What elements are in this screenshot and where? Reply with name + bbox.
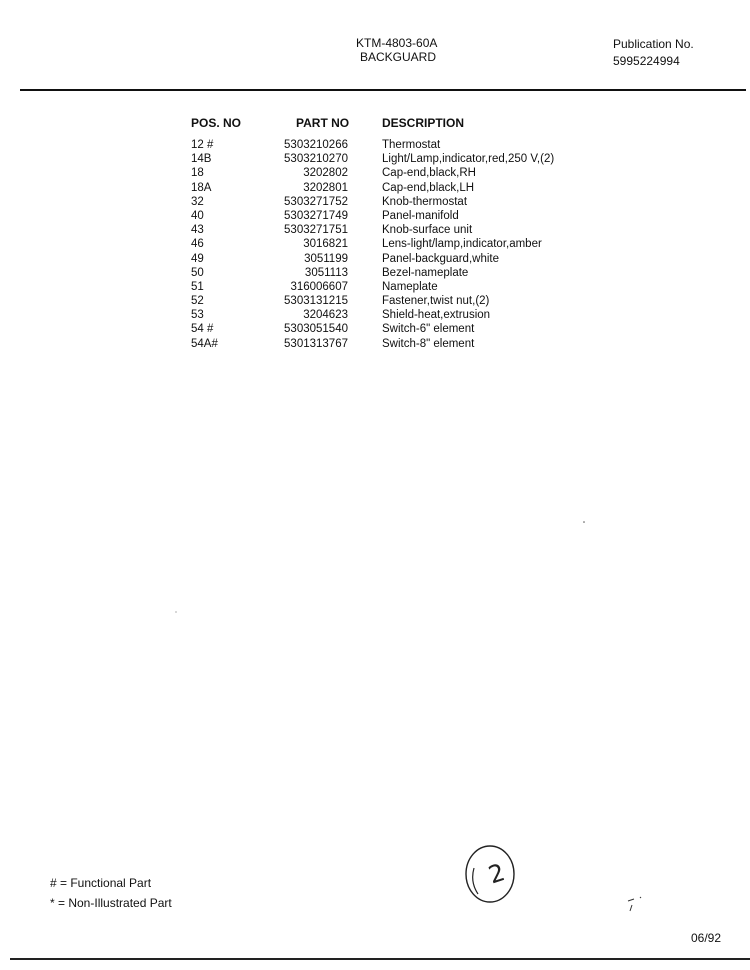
table-row [190, 223, 590, 237]
table-row [190, 280, 590, 294]
part-description: Knob-thermostat [382, 195, 468, 208]
table-row [190, 138, 590, 152]
table-row [190, 237, 590, 251]
position-number: 14B [191, 153, 212, 166]
model-block [356, 36, 437, 64]
part-description: Thermostat [382, 139, 441, 151]
section-title: BACKGUARD [360, 50, 437, 64]
model-number: KTM-4803-60A [356, 36, 438, 50]
stray-mark [622, 893, 652, 917]
part-number: 3051113 [304, 266, 348, 279]
legend [50, 873, 172, 913]
part-number: 3202801 [303, 181, 348, 194]
table-row [190, 322, 590, 336]
table-row [190, 166, 590, 180]
table-row [190, 308, 590, 322]
position-number: 54A# [191, 337, 218, 350]
handwritten-mark-text: 2 [485, 858, 509, 890]
parts-table [190, 138, 590, 351]
part-number: 5303131215 [284, 295, 348, 308]
part-number: 5303271752 [284, 195, 348, 208]
part-description: Cap-end,black,LH [382, 181, 475, 194]
part-number: 5303271751 [284, 224, 348, 237]
part-description: Fastener,twist nut,(2) [382, 295, 490, 308]
part-number: 5303271749 [284, 209, 348, 222]
column-header-pos: POS. NO [191, 116, 242, 130]
position-number: 12 # [191, 139, 214, 151]
table-row [190, 209, 590, 223]
handwritten-circled-number [460, 838, 524, 908]
position-number: 49 [191, 252, 204, 265]
part-number: 5303210270 [284, 153, 348, 166]
part-number: 3202802 [303, 167, 348, 180]
table-row [190, 181, 590, 195]
column-header-description: DESCRIPTION [382, 116, 465, 130]
part-description: Panel-backguard,white [382, 252, 499, 265]
position-number: 50 [191, 266, 204, 279]
position-number: 46 [191, 238, 204, 251]
position-number: 32 [191, 195, 204, 208]
footer-divider [10, 958, 750, 960]
part-number: 5303210266 [284, 139, 348, 151]
publication-block [613, 36, 694, 70]
part-description: Cap-end,black,RH [382, 167, 476, 180]
position-number: 43 [191, 224, 204, 237]
inner-stroke [473, 868, 478, 894]
position-number: 18A [191, 181, 212, 194]
table-row [190, 337, 590, 351]
publication-number: 5995224994 [613, 54, 680, 68]
part-number: 316006607 [290, 280, 348, 293]
part-number: 3016821 [303, 238, 348, 251]
column-header-part: PART NO [296, 116, 350, 130]
position-number: 54 # [191, 323, 214, 336]
position-number: 52 [191, 295, 204, 308]
position-number: 53 [191, 309, 204, 322]
position-number: 40 [191, 209, 204, 222]
table-row [190, 252, 590, 266]
speck-dot [174, 610, 178, 614]
part-description: Shield-heat,extrusion [382, 309, 491, 322]
part-description: Panel-manifold [382, 209, 459, 222]
part-number: 5303051540 [284, 323, 348, 336]
part-description: Switch-6" element [382, 323, 475, 336]
table-row [190, 294, 590, 308]
table-row [190, 152, 590, 166]
position-number: 18 [191, 167, 204, 180]
table-row [190, 195, 590, 209]
part-description: Lens-light/lamp,indicator,amber [382, 238, 542, 251]
part-description: Bezel-nameplate [382, 266, 469, 279]
part-number: 3051199 [304, 252, 348, 265]
position-number: 51 [191, 280, 204, 293]
speck-dot [582, 520, 586, 524]
part-description: Nameplate [382, 280, 438, 293]
part-description: Knob-surface unit [382, 224, 473, 237]
table-row [190, 266, 590, 280]
part-description: Light/Lamp,indicator,red,250 V,(2) [382, 153, 555, 166]
part-number: 3204623 [303, 309, 348, 322]
part-description: Switch-8" element [382, 337, 475, 350]
revision-date: 06/92 [691, 931, 722, 945]
header-divider [20, 89, 746, 91]
legend-non-illustrated: * = Non-Illustrated Part [50, 896, 172, 910]
part-number: 5301313767 [284, 337, 348, 350]
publication-label: Publication No. [613, 37, 694, 51]
legend-functional: # = Functional Part [50, 876, 152, 890]
